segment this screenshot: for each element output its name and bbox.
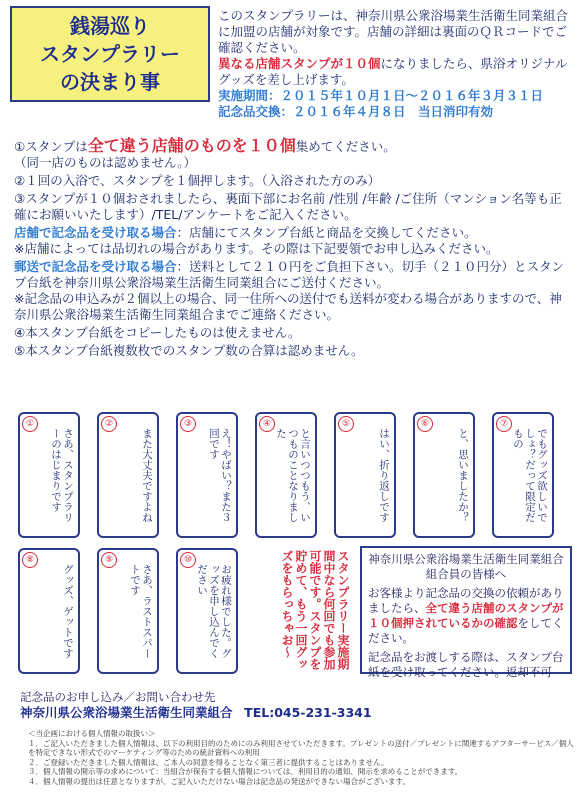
intro-red-highlight: 異なる店舗スタンプが１０個 [218,56,381,71]
stamp-cell [413,412,475,538]
rule-4-text: ：店舗にてスタンプ台紙と商品を交換してください。 [176,225,477,240]
rule-1-red: 全て違う店舗のものを１０個 [87,136,296,155]
rule-3: ③スタンプが１０個おされましたら、裏面下部にお名前 /性別 /年齢 /ご住所（マンション名等も正確にお願いいたします）/TEL/アンケートをご記入ください。 [14,191,562,222]
rule-5-note: ※記念品の申込みが２個以上の場合、同一住所への送付でも送料が変わる場合がありますので、神奈川県公衆浴場業生活衛生同業組合までご連絡ください。 [14,291,562,322]
privacy-policy [28,729,576,786]
notice-body [368,586,564,646]
stamp-text: でもグッズ欲しいでしょ？だって限定だもの [512,428,548,523]
stamp-text: はい、折り返しです [378,428,390,523]
stamp-text: グッズ、ゲットです [62,564,74,659]
stamp-cell [334,412,396,538]
title-box [10,6,210,102]
red-message: スタンプラリー実施期間中なら何回でも参加可能です。スタンプを貯めて、もう一回グッズをもらっちゃお〜 [280,550,350,670]
stamp-cell [255,412,317,538]
title-line-3: の決まり事 [60,70,160,94]
stamp-cell [176,412,238,538]
rule-5-text: ：送料として２１０円をご負担下さい。切手（２１０円分）とスタンプ台紙を神奈川県公衆浴場業生活衛生同業組合にご送付ください。 [14,259,565,290]
stamp-cell [97,548,159,674]
notice-header: 神奈川県公衆浴場業生活衛生同業組合 組合員の皆様へ [368,552,576,581]
stamp-number: ⑥ [417,416,433,432]
notice-body-1: お客様より記念品の交換の依頼がありましたら、 [368,586,564,615]
rule-4 [14,225,570,257]
stamp-number: ③ [180,416,196,432]
rule-1 [14,138,570,171]
stamp-number: ⑦ [496,416,512,432]
contact-line [20,705,572,721]
contact-label: 記念品のお申し込み／お問い合わせ先 [20,690,216,704]
intro-paragraph: このスタンプラリーは、神奈川県公衆浴場業生活衛生同業組合に加盟の店舗が対象です。店舗の詳細は裏面のＱＲコードでご確認ください。 [218,8,569,55]
rule-5 [14,259,570,323]
stamp-text: さあ、ラストスパートです [129,564,153,659]
stamp-cell [176,548,238,674]
privacy-title: ＜当企画における個人情報の取扱い＞ [28,729,156,738]
notice-body-2: をしてください。 [368,616,564,645]
member-notice-box [360,546,576,679]
stamp-text: え！やばい？また３回です [208,428,232,523]
intro-text [218,8,574,120]
notice-body-3: 記念品をお渡しする際は、スタンプ台紙を受け取ってください。返却不可 [368,650,564,679]
stamp-text: と、思いましたか？ [457,428,469,523]
rule-1-b: 集めてください。 [295,139,396,154]
rule-4-note: ※店舗によっては品切れの場合があります。その際は下記要領でお申し込みください。 [14,241,499,256]
notice-red: 全て違う店舗のスタンプが１０個押されているかの確認 [368,601,564,630]
stamp-text: と言いつつもう、いつものことなりました [275,428,311,523]
intro-paragraph-2: になりましたら、県浴オリジナルグッズを差し上げます。 [218,56,568,87]
stamp-text: お疲れ様でした。グッズを申し込んでください [196,564,232,659]
stamp-number: ⑩ [180,552,196,568]
rule-1-a: ①スタンプは [14,139,88,154]
stamp-cell [18,548,80,674]
rule-5-label: 郵送で記念品を受け取る場合 [14,259,177,274]
stamp-number: ② [101,416,117,432]
title-line-1: 銭湯巡り [70,14,150,38]
stamp-cell [97,412,159,538]
stamp-number: ① [22,416,38,432]
telephone: TEL:045-231-3341 [244,705,372,720]
stamp-number: ⑤ [338,416,354,432]
period-label: 実施期間：２０１５年１０月１日〜２０１６年３月３１日 [218,88,544,103]
stamp-text: さあ、スタンプラリーのはじまりです [50,428,74,523]
privacy-item: ２．ご登録いただきました個人情報は、ご本人の同意を得ることなく第三者に提供することはありません。 [28,757,389,767]
stamp-cell [18,412,80,538]
privacy-item: ３．個人情報の開示等の求めについて：当組合が保有する個人情報については、利用目的の通知、開示を求めることができます。 [28,767,463,776]
stamp-cell [492,412,554,538]
privacy-item: １．ご記入いただきました個人情報は、以下の利用目的のためにのみ利用させていただきます。プレゼントの送付／プレゼントに関連するアフターサービス／個人を特定できない形式でのマーケティング等のための統計資料への利用 [28,738,574,757]
privacy-item: ４．個人情報の提出は任意となりますが、ご記入いただけない場合は記念品の発送ができない場合がございます。 [28,776,410,786]
rules-section [14,138,570,361]
rule-7: ⑤本スタンプ台紙複数枚でのスタンプ数の合算は認めません。 [14,343,364,358]
organization-name: 神奈川県公衆浴場業生活衛生同業組合 [20,705,233,720]
rule-1-c: （同一店のものは認めません。） [14,155,197,170]
stamp-number: ⑨ [101,552,117,568]
footer [20,690,572,721]
stamp-number: ④ [259,416,275,432]
stamp-text: また大丈夫ですよね [141,428,153,523]
exchange-label: 記念品交換：２０１６年４月８日 当日消印有効 [218,104,494,119]
rule-4-label: 店舗で記念品を受け取る場合 [14,225,177,240]
rule-6: ④本スタンプ台紙をコピーしたものは使えません。 [14,325,301,340]
title-line-2: スタンプラリー [40,42,180,66]
rule-2: ②１回の入浴で、スタンプを１個押します。（入浴された方のみ） [14,173,381,188]
stamp-number: ⑧ [22,552,38,568]
